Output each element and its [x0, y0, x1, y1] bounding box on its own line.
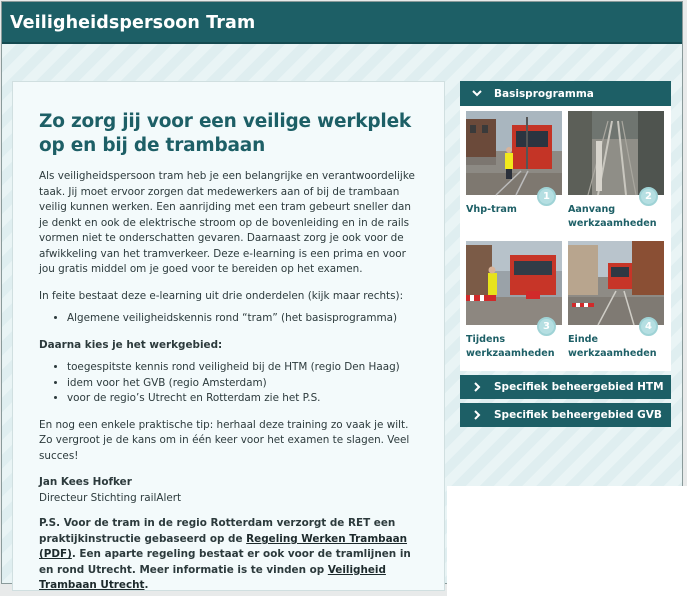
ps-paragraph — [39, 516, 418, 594]
module-tile-vhp-tram[interactable] — [466, 111, 562, 235]
signature — [39, 475, 418, 506]
list-item: • idem voor het GVB (regio Amsterdam) — [67, 376, 418, 392]
module-label: Vhp-tram — [466, 204, 517, 215]
module-label: Tijdens werkzaamheden — [466, 334, 555, 359]
ps-text-1: P.S. Voor de tram in de regio Rotterdam verzorgt de RET een praktijkinstructie gebaseerd op de — [39, 517, 396, 545]
section-basisprogramma-header[interactable] — [460, 81, 671, 106]
module-number-badge: 3 — [537, 317, 556, 336]
section-gvb-header[interactable] — [460, 403, 671, 427]
page-frame — [1, 1, 683, 592]
intro-card — [12, 81, 445, 591]
list-item: • voor de regio’s Utrecht en Rotterdam zie het P.S. — [67, 391, 418, 407]
sidebar-footer-area — [447, 486, 687, 596]
course-sidebar — [460, 81, 671, 431]
intro-paragraph: Als veiligheidspersoon tram heb je een belangrijke en verantwoordelijke taak. Jij moet ervoor zorgen dat medewerkers aan of bij de trambaan veilig kunnen werken. Een aanrijding met een tram gebeurt sneller dan je denkt en ook de elektrische stroom op de bovenleiding en in de rails vormen niet te onderschatten gevaren. Daarnaast zorg je ook voor de afwikkeling van het tramverkeer. Deze e-learning is een prima en voor jou gratis middel om je goed voor te bereiden op het examen. — [39, 170, 415, 276]
workers-photo — [466, 241, 562, 325]
section-label: Specifiek beheergebied HTM — [494, 381, 664, 393]
signature-role: Directeur Stichting railAlert — [39, 491, 182, 504]
list-item: • Algemene veiligheidskennis rond “tram” (het basisprogramma) — [67, 311, 418, 327]
section-htm-header[interactable] — [460, 375, 671, 399]
list-item: • toegespitste kennis rond veiligheid bij de HTM (regio Den Haag) — [67, 360, 418, 376]
regeling-werken-trambaan-link[interactable]: Regeling Werken Trambaan (PDF) — [39, 532, 408, 561]
module-number-badge: 4 — [639, 317, 658, 336]
app-title: Veiligheidspersoon Tram — [10, 13, 256, 33]
chevron-right-icon — [470, 382, 484, 392]
track-photo — [568, 111, 664, 195]
module-tile-aanvang-werkzaamheden[interactable] — [568, 111, 664, 235]
module-tile-tijdens-werkzaamheden[interactable] — [466, 241, 562, 365]
ps-text-2: . Een aparte regeling bestaat er ook voor de tramlijnen in en rond Utrecht. Meer informatie is te vinden op — [39, 548, 411, 576]
section-basisprogramma-body — [460, 106, 671, 371]
module-label: Einde werkzaamheden — [568, 334, 657, 359]
veiligheid-trambaan-utrecht-link[interactable]: Veiligheid Trambaan Utrecht — [39, 563, 386, 592]
choose-heading: Daarna kies je het werkgebied: — [39, 338, 223, 351]
top-bar — [2, 2, 682, 44]
parts-list — [67, 311, 418, 327]
page-heading: Zo zorg jij voor een veilige werkplek op en bij de trambaan — [39, 111, 412, 156]
top-bar-divider — [2, 42, 682, 44]
signature-name: Jan Kees Hofker — [39, 476, 132, 489]
closed-sections — [460, 375, 671, 427]
section-label: Specifiek beheergebied GVB — [494, 409, 662, 421]
parts-intro: In feite bestaat deze e-learning uit drie onderdelen (kijk maar rechts): — [39, 289, 404, 302]
module-label: Aanvang werkzaamheden — [568, 204, 657, 229]
module-number-badge: 1 — [537, 187, 556, 206]
module-tile-einde-werkzaamheden[interactable] — [568, 241, 664, 365]
tram-photo — [466, 111, 562, 195]
chevron-down-icon — [470, 90, 484, 97]
module-number-badge: 2 — [639, 187, 658, 206]
ps-text-3: . — [144, 579, 149, 592]
street-photo — [568, 241, 664, 325]
tip-paragraph: En nog een enkele praktische tip: herhaal deze training zo vaak je wilt. Zo vergroot je de kans om in één keer voor het examen te slagen. Veel succes! — [39, 418, 410, 462]
areas-list — [67, 360, 418, 407]
section-label: Basisprogramma — [494, 87, 594, 100]
chevron-right-icon — [470, 410, 484, 420]
